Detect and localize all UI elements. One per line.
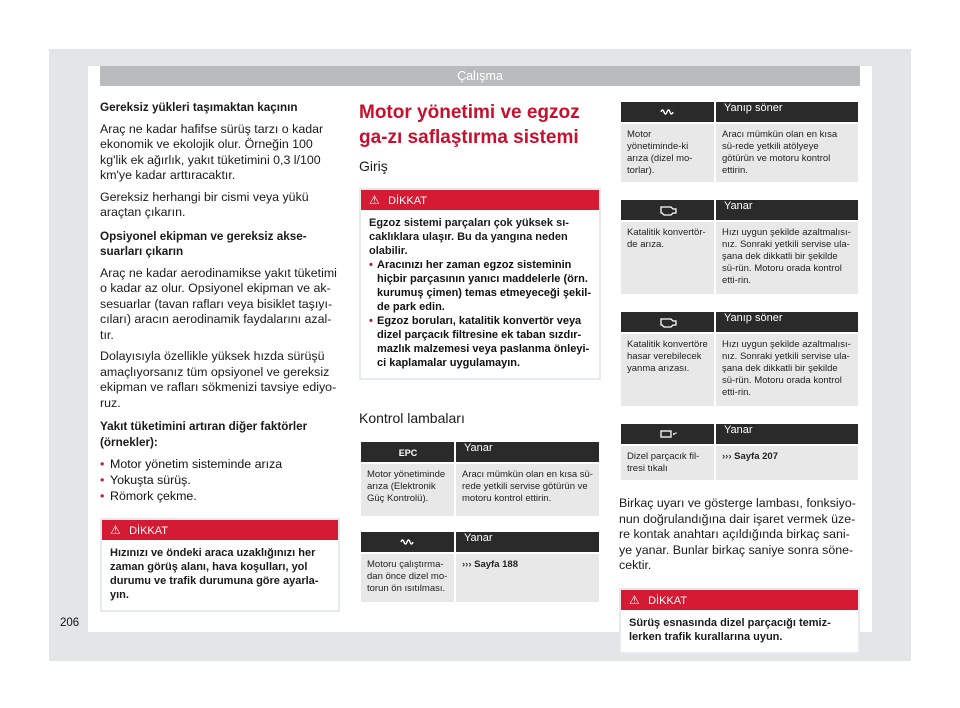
list-item: • Yokuşta sürüş. [100,472,340,488]
warning-text: Egzoz sistemi parçaları çok yüksek sı-caklıklara ulaşır. Bu da yangına neden olabilir. [369,217,569,257]
heading-load: Gereksiz yükleri taşımaktan kaçının [100,101,298,114]
reference-link[interactable]: Sayfa 207 [734,451,778,462]
warning-box-speed [100,518,340,612]
reference-arrow: ››› [462,559,472,570]
engine-icon [621,200,714,220]
paragraph-remove-load: Gereksiz herhangi bir cismi veya yükü araçtan çıkarın. [100,189,309,219]
lamp-reference[interactable] [456,554,599,602]
lamp-status: Yanıp söner [716,312,858,332]
warning-text: Hızınızı ve öndeki araca uzaklığınızı her zaman görüş alanı, hava koşulları, yol durumu ve trafik durumuna göre ayarla-yın. [110,547,319,601]
warning-header [621,590,858,610]
lamp-table-particle-filter [619,422,860,482]
warning-body [361,210,599,378]
glow-plug-icon [621,102,714,122]
lamp-action: Aracı mümkün olan en kısa sü-rede yetkili atölyeye götürün ve motoru kontrol ettirin. [716,124,858,182]
warning-title: DİKKAT [648,594,687,607]
paragraph-aerodynamics: Araç ne kadar aerodinamikse yakıt tüketimi o kadar az olur. Opsiyonel ekipman ve ak-sesuarlar (tavan rafları veya bisiklet taşıyı-cıları) aracın aerodinamik faydalarını azal-tır. [100,265,337,342]
factors-list [100,456,340,504]
reference-link[interactable]: Sayfa 188 [474,559,518,570]
warning-header [102,520,338,540]
lamp-status: Yanıp söner [716,102,858,122]
epc-icon [361,442,454,462]
lamp-cause: Katalitik konvertör-de arıza. [621,222,714,294]
warning-box-exhaust [359,188,601,380]
intro-heading: Giriş [359,158,388,174]
reference-arrow: ››› [722,451,732,462]
lamp-status: Yanar [456,532,599,552]
lamp-table-misfire [619,310,860,408]
lamp-cause: Motoru çalıştırma-dan önce dizel mo-torun ön ısıtılması. [361,554,454,602]
right-column [619,100,860,654]
lamp-action: Hızı uygun şekilde azaltmalısı-nız. Sonraki yetkili servise ula-şana dek dikkatli bir şekilde sü-rün. Motoru orada kontrol etti-rin. [716,334,858,406]
page-number: 206 [60,617,80,629]
warning-title: DİKKAT [388,195,427,207]
heading-other-factors: Yakıt tüketimini artıran diğer faktörler (örnekler): [100,420,308,449]
lamp-table-catalytic [619,198,860,296]
list-item: • Römork çekme. [100,488,340,504]
paragraph-lamp-check: Birkaç uyarı ve gösterge lambası, fonksiyo-nun doğrulandığına dair işaret vermek üze-re kontak anahtarı açıldığında birkaç sani-ye yanar. Bunlar birkaç saniye sonra söne-cektir. [619,496,856,572]
lamp-table-glow-plug [359,530,601,604]
warning-body [102,540,338,610]
lamp-cause: Dizel parçacık fil-tresi tıkalı [621,446,714,480]
particle-filter-icon [621,424,714,444]
lamp-table-glow-plug-flashing [619,100,860,184]
warning-header [361,190,599,210]
warning-text: Sürüş esnasında dizel parçacığı temiz-lerken trafik kurallarına uyun. [629,616,831,643]
lamp-reference[interactable] [716,446,858,480]
list-item: • Motor yönetim sisteminde arıza [100,456,340,472]
svg-text:EPC: EPC [398,448,417,458]
heading-optional-equipment: Opsiyonel ekipman ve gereksiz akse-suarları çıkarın [100,229,307,258]
middle-column [359,100,601,604]
left-column [100,100,340,612]
section-title: Motor yönetimi ve egzoz ga-zı saflaştırma sistemi [359,102,580,148]
lamp-cause: Motor yönetiminde-ki arıza (dizel mo-torlar). [621,124,714,182]
lamp-action: Aracı mümkün olan en kısa sü-rede yetkili servise götürün ve motoru kontrol ettirin. [456,464,599,516]
engine-icon [621,312,714,332]
warning-list [369,258,591,370]
paragraph-recommendation: Dolayısıyla özellikle yüksek hızda sürüşü amaçlıyorsanız tüm opsiyonel ve gereksiz ekipman ve rafları sökmenizi tavsiye ediyo-ruz. [100,349,337,410]
section-header: Çalışma [100,66,860,86]
warning-triangle-icon: ⚠ [110,523,121,537]
warning-body [621,610,858,652]
lamp-status: Yanar [716,200,858,220]
lamp-action: Hızı uygun şekilde azaltmalısı-nız. Sonraki yetkili servise ula-şana dek dikkatli bir şekilde sü-rün. Motoru orada kontrol etti-rin. [716,222,858,294]
lamp-status: Yanar [456,442,599,462]
list-item: • Aracınızı her zaman egzoz sisteminin hiçbir parçasının yanıcı maddelerle (örn. kurumuş çimen) temas etmeyeceği şekil-de park edin. [369,258,591,314]
lamps-heading: Kontrol lambaları [359,410,465,426]
lamp-status: Yanar [716,424,858,444]
list-item: • Egzoz boruları, katalitik konvertör veya dizel parçacık filtresine ek taban sızdır-mazlık malzemesi veya paslanma önleyi-ci kaplamalar uygulamayın. [369,314,591,370]
warning-triangle-icon: ⚠ [629,592,640,607]
paragraph-weight: Araç ne kadar hafifse sürüş tarzı o kadar ekonomik ve ekolojik olur. Örneğin 100 kg'lik ek ağırlık, yakıt tüketimini 0,3 l/100 km'ye kadar arttıracaktır. [100,121,324,182]
glow-plug-icon [361,532,454,552]
lamp-table-epc [359,440,601,518]
warning-triangle-icon: ⚠ [369,193,380,207]
warning-title: DİKKAT [129,525,168,537]
lamp-cause: Motor yönetiminde arıza (Elektronik Güç Kontrolü). [361,464,454,516]
warning-box-cleaning [619,588,860,654]
lamp-cause: Katalitik konvertöre hasar verebilecek yanma arızası. [621,334,714,406]
